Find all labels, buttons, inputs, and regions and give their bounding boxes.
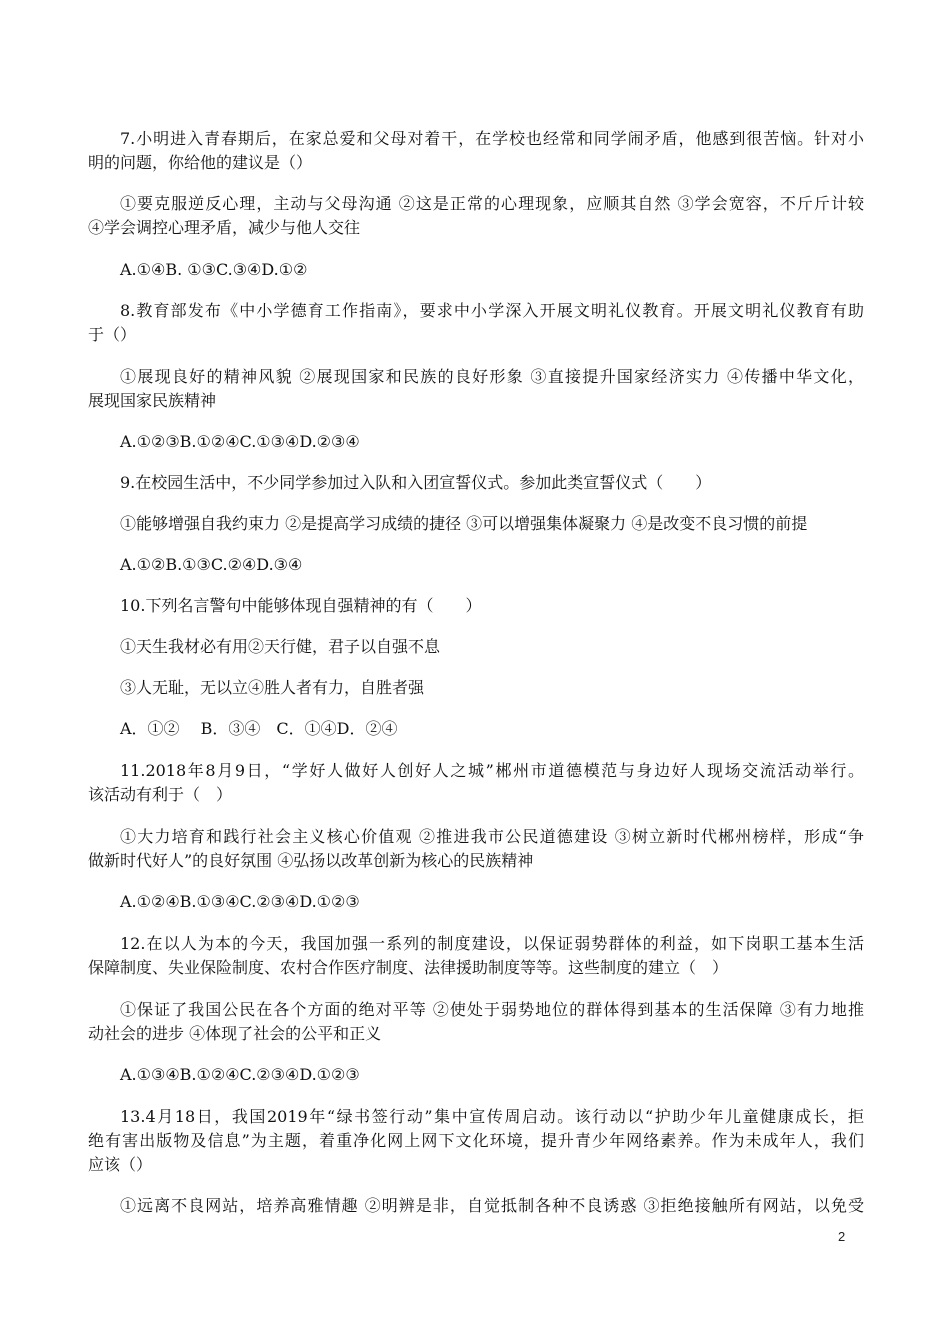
question-stem-line: 于（） [88,325,137,344]
statement-line: 动社会的进步 ④体现了社会的公平和正义 [88,1024,382,1043]
question-stem-line: 保障制度、失业保险制度、农村合作医疗制度、法律援助制度等等。这些制度的建立（ ） [88,958,729,977]
statement-line: ①展现良好的精神风貌 ②展现国家和民族的良好形象 ③直接提升国家经济实力 ④传播中华文化， [120,367,864,386]
statement-line: ①能够增强自我约束力 ②是提高学习成绩的捷径 ③可以增强集体凝聚力 ④是改变不良习惯的前提 [120,514,808,533]
question-stem-line: 绝有害出版物及信息”为主题，着重净化网上网下文化环境，提升青少年网络素养。作为未成年人，我们 [88,1131,864,1150]
question-stem-line: 11.2018年8月9日，“学好人做好人创好人之城”郴州市道德模范与身边好人现场交流活动举行。 [120,761,864,780]
question-stem-line: 明的问题，你给他的建议是（） [88,153,313,172]
answer-options: A.①②④B.①③④C.②③④D.①②③ [120,892,360,911]
answer-options: A.①④B. ①③C.③④D.①② [120,260,308,279]
statement-line: ①要克服逆反心理，主动与父母沟通 ②这是正常的心理现象，应顺其自然 ③学会宽容，不斤斤计较 [120,194,864,213]
answer-options: A．①② B．③④ C．①④D．②④ [120,719,398,738]
statement-line: ④学会调控心理矛盾，减少与他人交往 [88,218,361,237]
question-stem-line: 9.在校园生活中，不少同学参加过入队和入团宣誓仪式。参加此类宣誓仪式（ ） [120,473,712,492]
statement-line: ①天生我材必有用②天行健，君子以自强不息 [120,637,441,656]
question-stem-line: 10.下列名言警句中能够体现自强精神的有（ ） [120,596,482,615]
statement-line: 展现国家民族精神 [88,391,217,410]
statement-line: ①保证了我国公民在各个方面的绝对平等 ②使处于弱势地位的群体得到基本的生活保障 ③有力地推 [120,1000,864,1019]
answer-options: A.①③④B.①②④C.②③④D.①②③ [120,1065,360,1084]
page-number: 2 [838,1229,846,1244]
statement-line: ①大力培育和践行社会主义核心价值观 ②推进我市公民道德建设 ③树立新时代郴州榜样，形成“争 [120,827,864,846]
statement-line: ①远离不良网站，培养高雅情趣 ②明辨是非，自觉抵制各种不良诱惑 ③拒绝接触所有网站，以免受 [120,1196,864,1215]
question-stem-line: 该活动有利于（ ） [88,785,233,804]
question-stem-line: 12.在以人为本的今天，我国加强一系列的制度建设，以保证弱势群体的利益，如下岗职工基本生活 [120,934,864,953]
statement-line: ③人无耻，无以立④胜人者有力，自胜者强 [120,678,425,697]
question-stem-line: 13.4月18日，我国2019年“绿书签行动”集中宣传周启动。该行动以“护助少年儿童健康成长，拒 [120,1107,864,1126]
statement-line: 做新时代好人”的良好氛围 ④弘扬以改革创新为核心的民族精神 [88,851,534,870]
answer-options: A.①②B.①③C.②④D.③④ [120,555,303,574]
question-stem-line: 8.教育部发布《中小学德育工作指南》，要求中小学深入开展文明礼仪教育。开展文明礼仪教育有助 [120,301,864,320]
question-stem-line: 7.小明进入青春期后，在家总爱和父母对着干，在学校也经常和同学闹矛盾，他感到很苦恼。针对小 [120,129,864,148]
question-stem-line: 应该（） [88,1155,153,1174]
answer-options: A.①②③B.①②④C.①③④D.②③④ [120,432,360,451]
